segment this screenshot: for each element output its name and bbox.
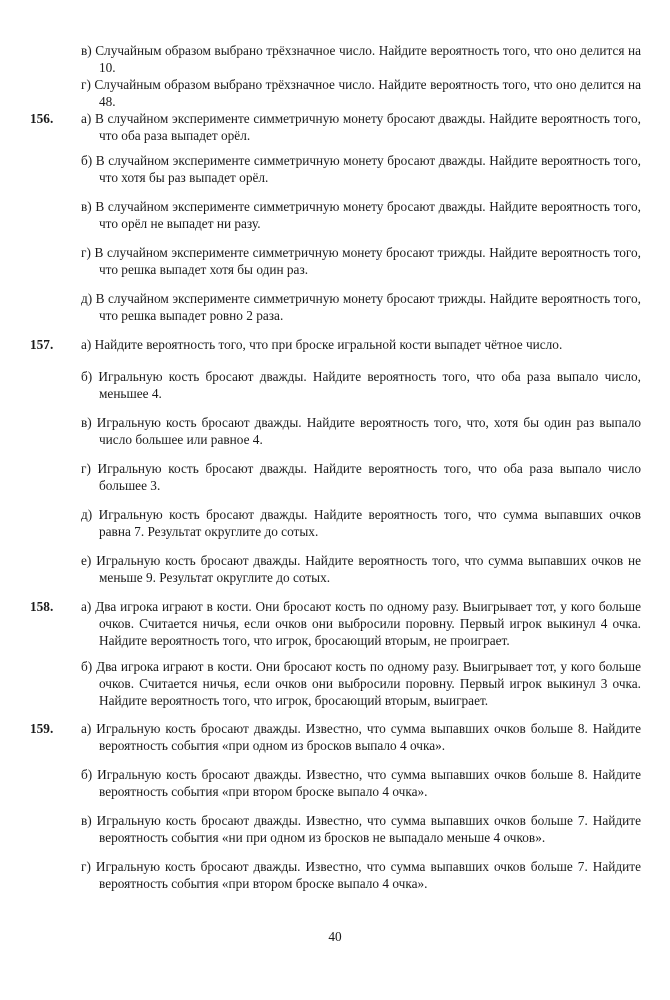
problem-157-v: в) Игральную кость бросают дважды. Найдите вероятность того, что, хотя бы один раз выпало число большее или равное 4. bbox=[81, 415, 641, 447]
problem-155-g: г) Случайным образом выбрано трёхзначное число. Найдите вероятность того, что оно делится на 48. bbox=[81, 77, 641, 109]
problem-157-d: д) Игральную кость бросают дважды. Найдите вероятность того, что сумма выпавших очков равна 7. Результат округлите до сотых. bbox=[81, 507, 641, 539]
problem-159-a: а) Игральную кость бросают дважды. Известно, что сумма выпавших очков больше 8. Найдите вероятность события «при одном из бросков выпало 4 очка». bbox=[81, 721, 641, 753]
problem-156-a: а) В случайном эксперименте симметричную монету бросают дважды. Найдите вероятность того, что оба раза выпадет орёл. bbox=[81, 111, 641, 143]
problem-156-d: д) В случайном эксперименте симметричную монету бросают трижды. Найдите вероятность того, что решка выпадет ровно 2 раза. bbox=[81, 291, 641, 323]
problem-number-158: 158. bbox=[30, 599, 54, 614]
problem-158-a: а) Два игрока играют в кости. Они бросают кость по одному разу. Выигрывает тот, у кого больше очков. Считается ничья, если очков они выбросили поровну. Первый игрок выкинул 4 очка. Найдите вероятность того, что игрок, бросающий вторым, не проиграет. bbox=[81, 599, 641, 648]
problem-number-159: 159. bbox=[30, 721, 54, 736]
problem-157-a: а) Найдите вероятность того, что при броске игральной кости выпадет чётное число. bbox=[81, 337, 563, 352]
problem-159-v: в) Игральную кость бросают дважды. Известно, что сумма выпавших очков больше 7. Найдите вероятность события «ни при одном из бросков не выпадало меньше 4 очков». bbox=[81, 813, 641, 845]
problem-number-157: 157. bbox=[30, 337, 54, 352]
problem-155-v: в) Случайным образом выбрано трёхзначное число. Найдите вероятность того, что оно делится на 10. bbox=[81, 43, 641, 75]
problem-156-v: в) В случайном эксперименте симметричную монету бросают дважды. Найдите вероятность того, что орёл не выпадет ни разу. bbox=[81, 199, 641, 231]
problem-number-156: 156. bbox=[30, 111, 54, 126]
problem-157-g: г) Игральную кость бросают дважды. Найдите вероятность того, что оба раза выпало число большее 3. bbox=[81, 461, 641, 493]
page-number: 40 bbox=[328, 929, 342, 944]
problem-157-e: е) Игральную кость бросают дважды. Найдите вероятность того, что сумма выпавших очков не меньше 9. Результат округлите до сотых. bbox=[81, 553, 641, 585]
problem-159-b: б) Игральную кость бросают дважды. Известно, что сумма выпавших очков больше 8. Найдите вероятность события «при втором броске выпало 4 очка». bbox=[81, 767, 641, 799]
problem-156-b: б) В случайном эксперименте симметричную монету бросают дважды. Найдите вероятность того, что хотя бы раз выпадет орёл. bbox=[81, 153, 641, 185]
problem-158-b: б) Два игрока играют в кости. Они бросают кость по одному разу. Выигрывает тот, у кого больше очков. Считается ничья, если очков они выбросили поровну. Первый игрок выкинул 3 очка. Найдите вероятность того, что игрок, бросающий вторым, выиграет. bbox=[81, 659, 641, 708]
problem-157-b: б) Игральную кость бросают дважды. Найдите вероятность того, что оба раза выпало число, меньшее 4. bbox=[81, 369, 641, 401]
problem-159-g: г) Игральную кость бросают дважды. Известно, что сумма выпавших очков больше 7. Найдите вероятность события «при втором броске выпало 4 очка». bbox=[81, 859, 641, 891]
problem-156-g: г) В случайном эксперименте симметричную монету бросают трижды. Найдите вероятность того, что решка выпадет хотя бы один раз. bbox=[81, 245, 641, 277]
